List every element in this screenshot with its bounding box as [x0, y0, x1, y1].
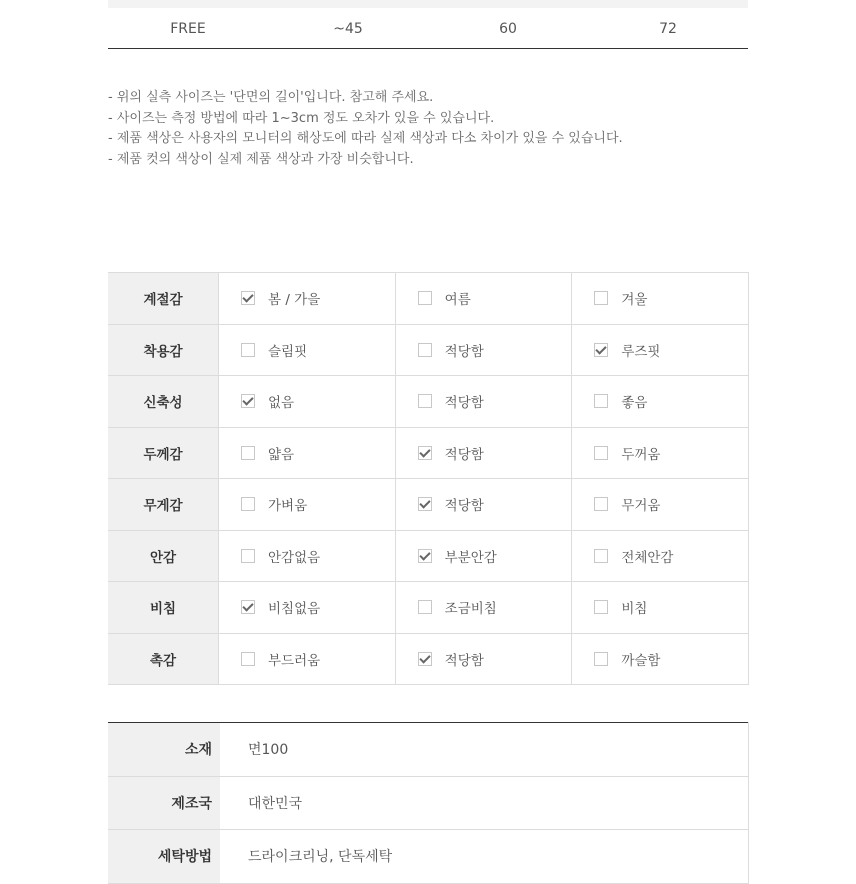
attribute-option-label: 무거움: [621, 498, 661, 515]
attribute-row: [108, 273, 749, 325]
attribute-header: 무게감: [108, 479, 219, 531]
size-notes: [108, 88, 808, 170]
checkbox-empty-icon: [418, 343, 432, 357]
attribute-row: [108, 427, 749, 479]
attribute-option: [219, 582, 396, 634]
note-line: - 위의 실측 사이즈는 '단면의 길이'입니다. 참고해 주세요.: [108, 90, 434, 105]
attribute-option: [395, 530, 572, 582]
attribute-row: [108, 479, 749, 531]
attribute-option-label: 조금비침: [444, 601, 497, 618]
checkbox-empty-icon: [594, 446, 608, 460]
attribute-option-label: 비침: [621, 601, 648, 618]
material-value: 대한민국: [220, 776, 749, 830]
checkbox-checked-icon: [418, 497, 432, 511]
attribute-option-label: 비침없음: [268, 601, 321, 618]
attribute-option: [572, 479, 749, 531]
attribute-header: 착용감: [108, 324, 219, 376]
attribute-option: [395, 479, 572, 531]
attribute-option-label: 가벼움: [268, 498, 308, 515]
attribute-option: [395, 324, 572, 376]
size-table-row: [108, 8, 748, 49]
attribute-option: [572, 324, 749, 376]
attribute-option: [572, 582, 749, 634]
attribute-option-label: 루즈핏: [621, 343, 661, 360]
attribute-option: [219, 633, 396, 685]
attribute-option-label: 적당함: [444, 498, 484, 515]
checkbox-empty-icon: [594, 652, 608, 666]
material-header: 소재: [108, 723, 220, 777]
attribute-option-label: 적당함: [444, 343, 484, 360]
attribute-row: [108, 530, 749, 582]
size-cell: ~45: [333, 21, 363, 37]
checkbox-checked-icon: [418, 446, 432, 460]
material-row: [108, 723, 749, 777]
checkbox-empty-icon: [418, 394, 432, 408]
checkbox-empty-icon: [418, 600, 432, 614]
attribute-option-label: 없음: [268, 395, 295, 412]
note-line: - 제품 색상은 사용자의 모니터의 해상도에 따라 실제 색상과 다소 차이가 있을 수 있습니다.: [108, 131, 623, 146]
attribute-option-label: 전체안감: [621, 549, 674, 566]
checkbox-empty-icon: [594, 394, 608, 408]
attribute-option-label: 적당함: [444, 446, 484, 463]
checkbox-checked-icon: [418, 652, 432, 666]
material-row: [108, 830, 749, 884]
attribute-option-label: 적당함: [444, 395, 484, 412]
attribute-option-label: 부분안감: [444, 549, 497, 566]
attribute-option-label: 안감없음: [268, 549, 321, 566]
note-line: - 제품 컷의 색상이 실제 제품 색상과 가장 비슷합니다.: [108, 151, 414, 167]
attribute-option: [572, 427, 749, 479]
attribute-option-label: 부드러움: [268, 652, 321, 669]
size-cell: FREE: [170, 21, 206, 37]
attribute-option: [219, 530, 396, 582]
attribute-option: [219, 324, 396, 376]
checkbox-empty-icon: [594, 600, 608, 614]
material-value: 면100: [220, 723, 749, 777]
checkbox-empty-icon: [241, 497, 255, 511]
attribute-option: [219, 376, 396, 428]
attribute-option-label: 좋음: [621, 395, 648, 412]
attribute-option: [572, 530, 749, 582]
checkbox-checked-icon: [594, 343, 608, 357]
attribute-header: 두께감: [108, 427, 219, 479]
checkbox-empty-icon: [594, 291, 608, 305]
attribute-option-label: 적당함: [444, 652, 484, 669]
attribute-option-label: 까슬함: [621, 652, 661, 669]
material-row: [108, 776, 749, 830]
attribute-option-label: 두꺼움: [621, 446, 661, 463]
note-line: - 사이즈는 측정 방법에 따라 1~3cm 정도 오차가 있을 수 있습니다.: [108, 110, 495, 126]
attribute-option: [395, 582, 572, 634]
material-info-table: [108, 722, 749, 884]
attribute-option: [572, 633, 749, 685]
checkbox-empty-icon: [241, 343, 255, 357]
checkbox-empty-icon: [241, 549, 255, 563]
attribute-option: [572, 273, 749, 325]
attribute-row: [108, 324, 749, 376]
attribute-option-label: 봄 / 가을: [268, 292, 321, 309]
attribute-option-label: 얇음: [268, 446, 295, 463]
product-attribute-table: [108, 272, 749, 685]
attribute-option-label: 여름: [444, 292, 471, 309]
size-cell: 60: [499, 21, 517, 37]
attribute-option: [395, 273, 572, 325]
attribute-header: 비침: [108, 582, 219, 634]
attribute-header: 계절감: [108, 273, 219, 325]
checkbox-empty-icon: [418, 291, 432, 305]
material-header: 세탁방법: [108, 830, 220, 884]
checkbox-empty-icon: [594, 497, 608, 511]
attribute-option: [572, 376, 749, 428]
attribute-row: [108, 376, 749, 428]
material-value: 드라이크리닝, 단독세탁: [220, 830, 749, 884]
attribute-row: [108, 633, 749, 685]
attribute-option: [219, 479, 396, 531]
size-table-header-band: [108, 0, 748, 8]
attribute-header: 안감: [108, 530, 219, 582]
attribute-header: 촉감: [108, 633, 219, 685]
checkbox-checked-icon: [241, 291, 255, 305]
checkbox-empty-icon: [241, 652, 255, 666]
material-header: 제조국: [108, 776, 220, 830]
attribute-option: [395, 427, 572, 479]
attribute-option: [219, 273, 396, 325]
attribute-row: [108, 582, 749, 634]
checkbox-empty-icon: [241, 446, 255, 460]
attribute-option-label: 겨울: [621, 292, 648, 309]
size-cell: 72: [659, 21, 677, 37]
attribute-header: 신축성: [108, 376, 219, 428]
attribute-option: [395, 633, 572, 685]
checkbox-checked-icon: [241, 394, 255, 408]
checkbox-checked-icon: [241, 600, 255, 614]
checkbox-checked-icon: [418, 549, 432, 563]
attribute-option: [395, 376, 572, 428]
checkbox-empty-icon: [594, 549, 608, 563]
attribute-option: [219, 427, 396, 479]
attribute-option-label: 슬림핏: [268, 343, 308, 360]
